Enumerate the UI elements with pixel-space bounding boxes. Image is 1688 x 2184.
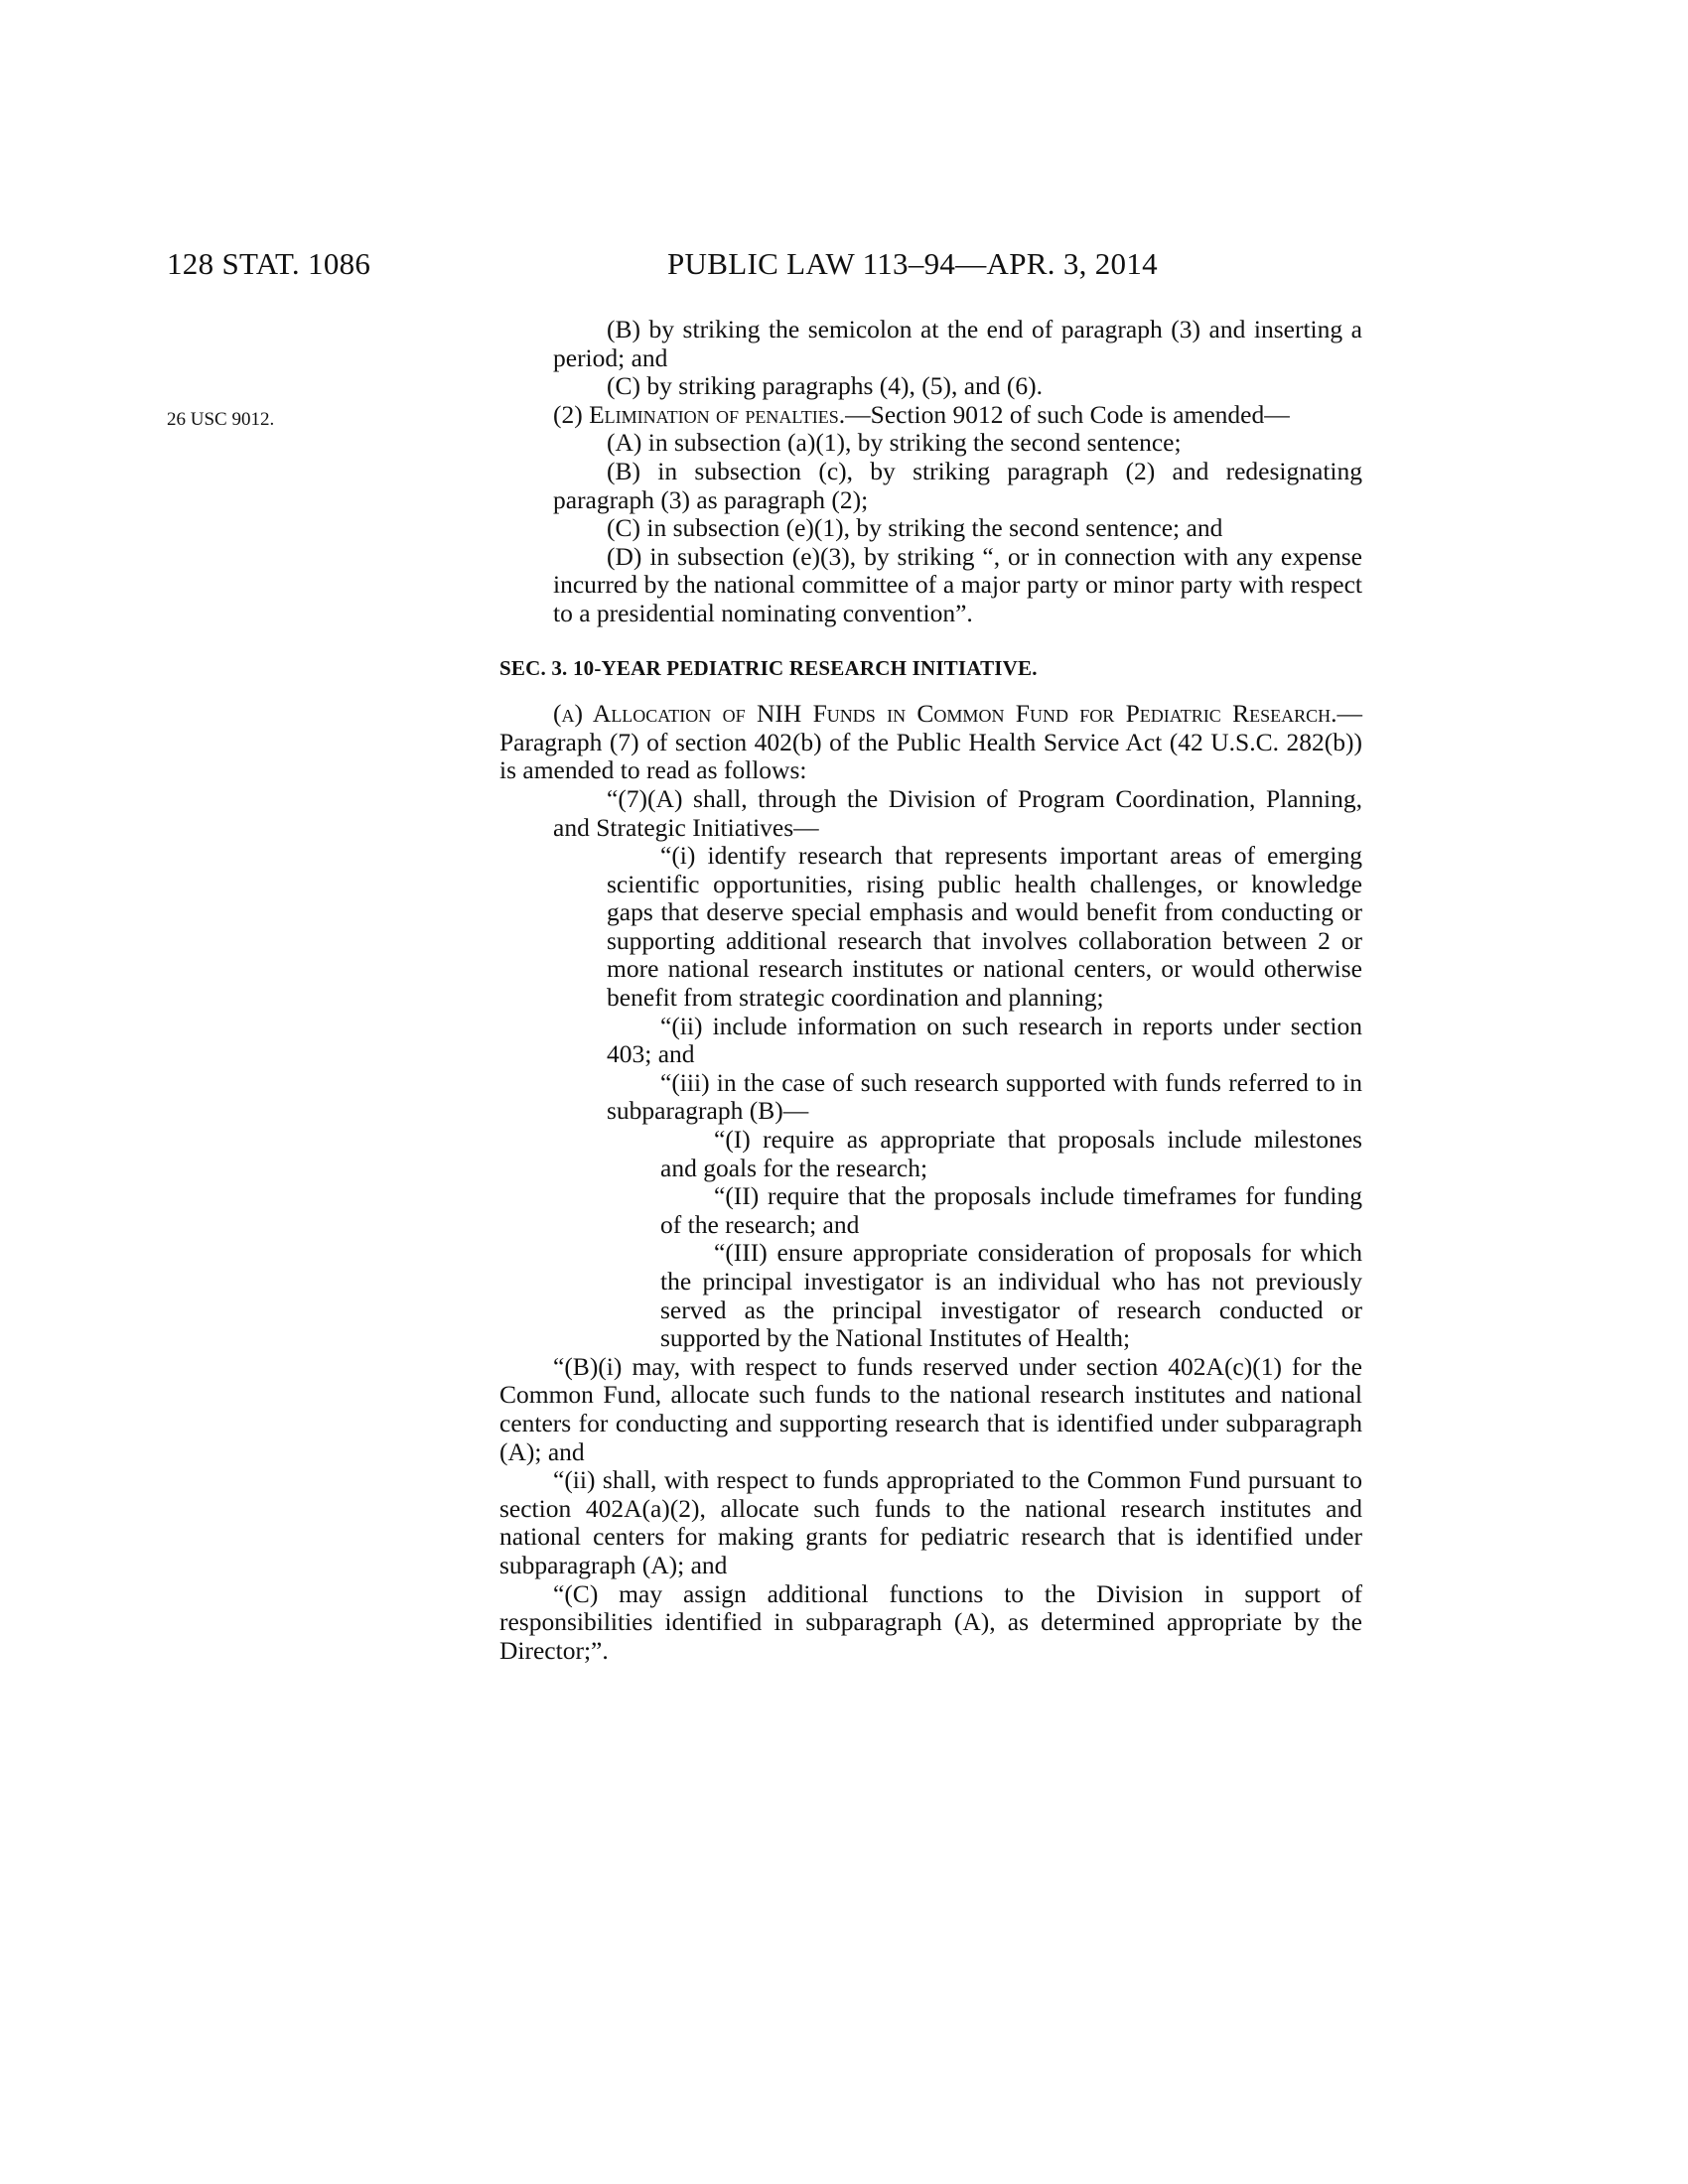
quoted-iii: “(iii) in the case of such research supported with funds referred to in subparagraph (B)— [607,1067,1362,1126]
subsection-a [499,700,1362,785]
paragraph-2-heading: (2) Elimination of penalties. [553,399,846,429]
quoted-III: “(III) ensure appropriate consideration of proposals for which the principal investigator is an individual who has not previously served as the principal investigator of research conducted or supported by the National Institutes of Health; [660,1238,1362,1353]
subsection-a-heading: (a) Allocation of NIH Funds in Common Fund for Pediatric Research. [553,699,1337,729]
paragraph-2A: (A) in subsection (a)(1), by striking the second sentence; [607,428,1182,458]
paragraph-2D: (D) in subsection (e)(3), by striking “, or in connection with any expense incurred by the national committee of a major party or minor party with respect to a presidential nominating convention”. [553,541,1362,627]
quoted-C: “(C) may assign additional functions to the Division in support of responsibilities identified in subparagraph (A), as determined appropriate by the Director;”. [499,1578,1362,1665]
paragraph-B-top: (B) by striking the semicolon at the end of paragraph (3) and inserting a period; and [553,315,1362,372]
quoted-i: “(i) identify research that represents important areas of emerging scientific opportunities, rising public health challenges, or knowledge gaps that deserve special emphasis and would benefit from conducting or supporting additional research that involves collaboration between 2 or more national research institutes or national centers, or would otherwise benefit from strategic coordination and planning; [607,841,1362,1013]
subsection-a-text: —Paragraph (7) of section 402(b) of the Public Health Service Act (42 U.S.C. 282(b)) is amended to read as follows: [499,699,1362,785]
quoted-7A: “(7)(A) shall, through the Division of Program Coordination, Planning, and Strategic Initiatives— [553,783,1362,842]
quoted-I: “(I) require as appropriate that proposals include milestones and goals for the research; [660,1125,1362,1182]
paragraph-C-top: (C) by striking paragraphs (4), (5), and (6). [607,371,1044,401]
document-body [499,315,1362,1665]
page-stat-number: 128 STAT. 1086 [167,246,371,281]
paragraph-2C: (C) in subsection (e)(1), by striking the second sentence; and [607,513,1223,543]
paragraph-2-text: —Section 9012 of such Code is amended— [845,399,1290,429]
quoted-Bi: “(B)(i) may, with respect to funds reserved under section 402A(c)(1) for the Common Fund, allocate such funds to the national research institutes and national centers for conducting and supporting research that is identified under subparagraph (A); and [499,1351,1362,1466]
page-title: PUBLIC LAW 113–94—APR. 3, 2014 [667,246,1158,281]
quoted-II: “(II) require that the proposals include timeframes for funding of the research; and [660,1181,1362,1239]
quoted-ii: “(ii) include information on such research in reports under section 403; and [607,1011,1362,1069]
paragraph-2B: (B) in subsection (c), by striking paragraph (2) and redesignating paragraph (3) as paragraph (2); [553,456,1362,514]
paragraph-2 [499,401,1362,430]
section-heading: SEC. 3. 10-YEAR PEDIATRIC RESEARCH INITIATIVE. [499,655,1038,680]
margin-note-citation: 26 USC 9012. [167,409,275,430]
quoted-Bii: “(ii) shall, with respect to funds appropriated to the Common Fund pursuant to section 402A(a)(2), allocate such funds to the national research institutes and national centers for making grants for pediatric research that is identified under subparagraph (A); and [499,1465,1362,1579]
